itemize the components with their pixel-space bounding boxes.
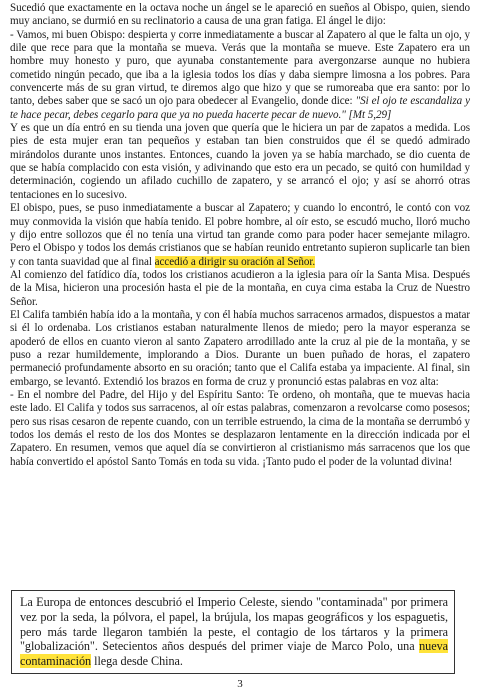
paragraph-text: Y es que un día entró en su tienda una joven que quería que le hiciera un par de zapatos a medida. Los pies de esta mujer eran tan pequeños y estaban tan bien construidos que él se quedó admirado mirándolos durante unos instantes. Entonces, cuando la joven ya se había marchado, se dio cuenta de que se había complacido con esta visión, y adivinando que esto era un pecado, se quitó con humildad y determinación, cogiendo un afilado cuchillo de zapatero, y se arrancó el ojo; y así se ahorró otras tentaciones en lo sucesivo.: [10, 122, 470, 201]
paragraph: [10, 202, 470, 269]
paragraph: [10, 2, 470, 29]
page-content: [10, 2, 470, 469]
callout-box: [11, 590, 455, 674]
quote-text: "Si el ojo te escandaliza y te hace pecar, debes cegarlo para que ya no pueda hacerte pecar de nuevo." [Mt 5,29]: [10, 95, 470, 121]
story-text: [10, 2, 470, 469]
callout-highlight: nueva contaminación: [20, 639, 448, 669]
paragraph: [10, 309, 470, 389]
paragraph: [10, 122, 470, 202]
paragraph-text: El Califa también había ido a la montaña, y con él había muchos sarracenos armados, dispuestos a matar si él lo ordenaba. Los cristianos estaban naturalmente llenos de miedo; pero la mayor esperanza se apoderó de ellos en cuanto vieron al santo Zapatero arrodillado ante la cruz al pie de la montaña, y se puso a rezar humildemente, implorando a Dios. Durante un buen puñado de horas, el zapatero permaneció profundamente absorto en su oración; tanto que el Califa estaba ya impaciente. Al final, sin embargo, se levantó. Extendió los brazos en forma de cruz y pronunció estas palabras en voz alta:: [10, 308, 470, 388]
paragraph-text: - En el nombre del Padre, del Hijo y del Espíritu Santo: Te ordeno, oh montaña, que te muevas hacia este lado. El Califa y todos sus sarracenos, al oír estas palabras, comenzaron a revolcarse como posesos; pero sus risas cesaron de repente cuando, con un terrible estruendo, la cima de la montaña se derrumbó y todos los demás el resto de los dos Montes se desplazaron lentamente en la dirección indicada por el Zapatero. En resumen, vemos que aquel día se convirtieron al cristianismo más sarracenos que los que había convertido el apóstol Santo Tomás en toda su vida. ¡Tanto pudo el poder de la voluntad divina!: [10, 388, 470, 468]
paragraph-text: Sucedió que exactamente en la octava noche un ángel se le apareció en sueños al Obispo, quien, siendo muy anciano, se durmió en su reclinatorio a causa de una gran fatiga. El ángel le dijo:: [10, 2, 470, 28]
page-number: 3: [237, 678, 243, 690]
paragraph-text: El obispo, pues, se puso inmediatamente a buscar al Zapatero; y cuando lo encontró, le contó con voz muy conmovida la visión que había tenido. El pobre hombre, al oír esto, se escudó mucho, lloró mucho y dijo entre sollozos que él no tenía una virtud tan grande como para poder hacer semejante milagro. Pero el Obispo y todos los demás cristianos que se habían reunido entretanto supieron suplicarle tan bien y con tanta suavidad que al final: [10, 202, 470, 268]
paragraph: [10, 29, 470, 122]
paragraph: [10, 389, 470, 469]
callout-text-start: La Europa de entonces descubrió el Imperio Celeste, siendo "contaminada" por primera vez por la seda, la pólvora, el papel, la brújula, los mapas geográficos y los espaguetis, pero más tarde llegaron también la peste, el contagio de los tártaros y la primera "globalización". Setecientos años después del primer viaje de Marco Polo, una: [20, 595, 448, 654]
paragraph-text: - Vamos, mi buen Obispo: despierta y corre inmediatamente a buscar al Zapatero al que le falta un ojo, y dile que rece para que la montaña se mueva. Verás que la montaña se mueve. Este Zapatero era un hombre muy honesto y puro, que ayunaba constantemente para avergonzarse aunque no hubiera cometido ningún pecado, que iba a la iglesia todos los días y daba siempre limosna a los pobres. Para convencerte más de su gran virtud, te diremos algo que hizo y que se rumoreaba que era santo: por lo tanto, debes saber que se sacó un ojo para obedecer al Evangelio, donde dice:: [10, 28, 470, 108]
callout-text-end: llega desde China.: [91, 654, 183, 669]
paragraph: [10, 269, 470, 309]
paragraph-text: Al comienzo del fatídico día, todos los cristianos acudieron a la iglesia para oír la Santa Misa. Después de la Misa, hicieron una procesión hasta el pie de la montaña, en cuya cima estaba la Cruz de Nuestro Señor.: [10, 268, 470, 308]
highlighted-text: accedió a dirigir su oración al Señor.: [154, 255, 316, 268]
